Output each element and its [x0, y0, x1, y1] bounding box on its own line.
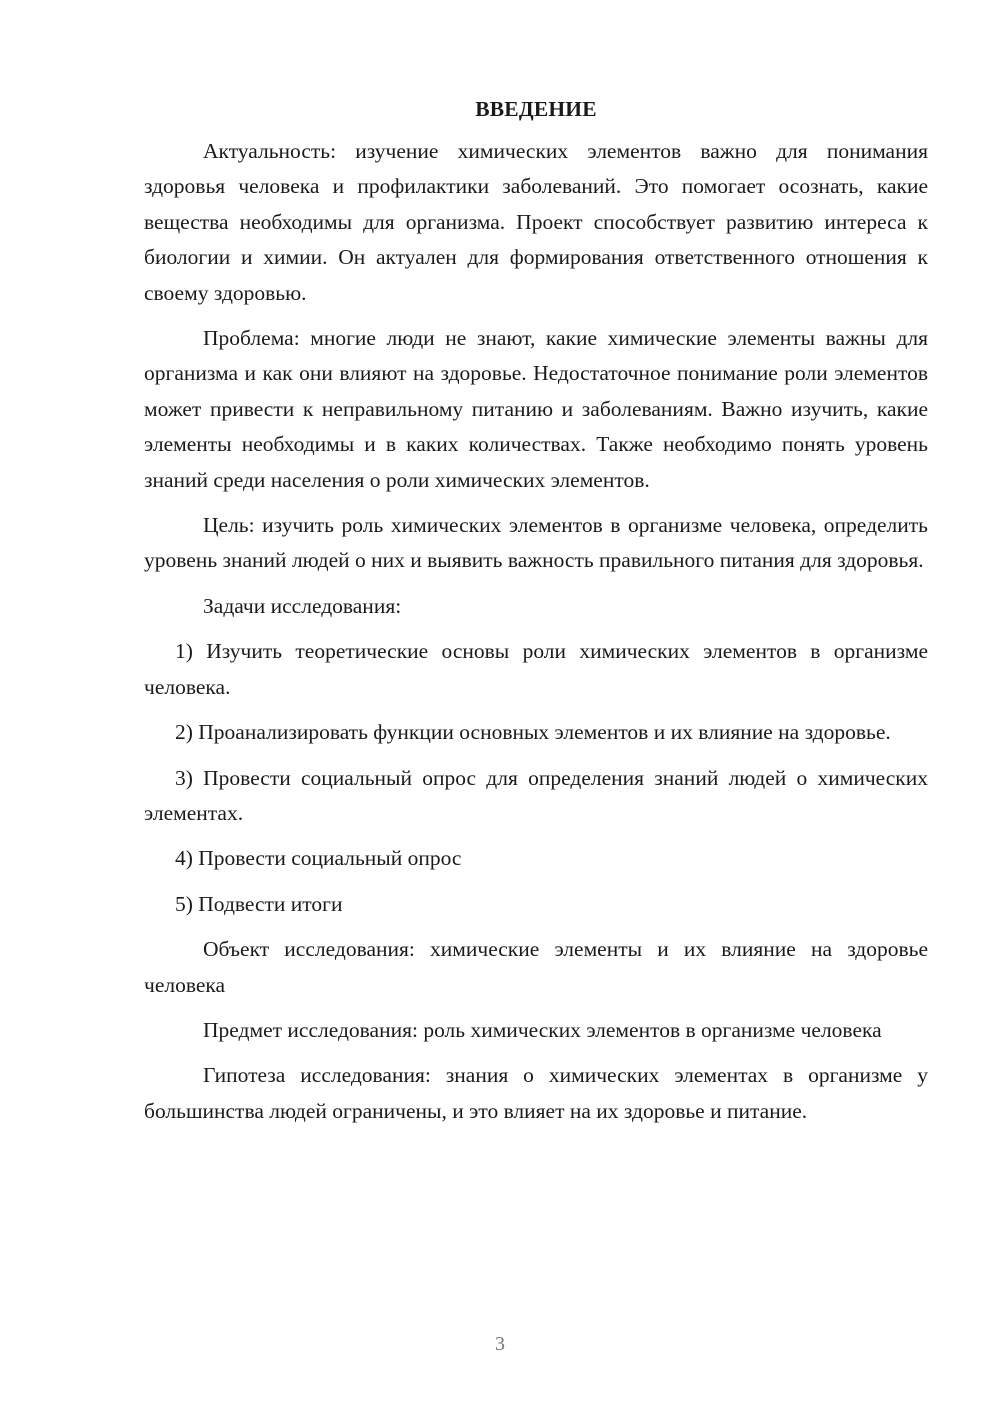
problem-paragraph: Проблема: многие люди не знают, какие химические элементы важны для организма и как они влияют на здоровье. Недостаточное понимание роли элементов может привести к неправильному питанию и заболеваниям. Важно изучить, какие элементы необходимы и в каких количествах. Также необходимо понять уровень знаний среди населения о роли химических элементов. [144, 326, 928, 492]
tasks-heading: Задачи исследования: [203, 593, 402, 618]
hypothesis-paragraph: Гипотеза исследования: знания о химических элементах в организме у большинства людей ограничены, и это влияет на их здоровье и питание. [144, 1063, 928, 1123]
task-item-5: 5) Подвести итоги [175, 891, 343, 916]
task-item-4: 4) Провести социальный опрос [175, 846, 462, 871]
research-object-paragraph: Объект исследования: химические элементы и их влияние на здоровье человека [144, 937, 928, 997]
task-item-3: 3) Провести социальный опрос для определения знаний людей о химических элементах. [144, 765, 928, 825]
research-subject-paragraph: Предмет исследования: роль химических элементов в организме человека [203, 1017, 882, 1042]
document-page [144, 92, 928, 1129]
page-title: ВВЕДЕНИЕ [475, 97, 597, 121]
task-item-2: 2) Проанализировать функции основных элементов и их влияние на здоровье. [175, 720, 891, 745]
page-number: 3 [495, 1333, 505, 1355]
goal-paragraph: Цель: изучить роль химических элементов в организме человека, определить уровень знаний людей о них и выявить важность правильного питания для здоровья. [144, 513, 928, 573]
relevance-paragraph: Актуальность: изучение химических элементов важно для понимания здоровья человека и профилактики заболеваний. Это помогает осознать, какие вещества необходимы для организма. Проект способствует развитию интереса к биологии и химии. Он актуален для формирования ответственного отношения к своему здоровью. [144, 139, 928, 305]
task-item-1: 1) Изучить теоретические основы роли химических элементов в организме человека. [144, 639, 928, 699]
